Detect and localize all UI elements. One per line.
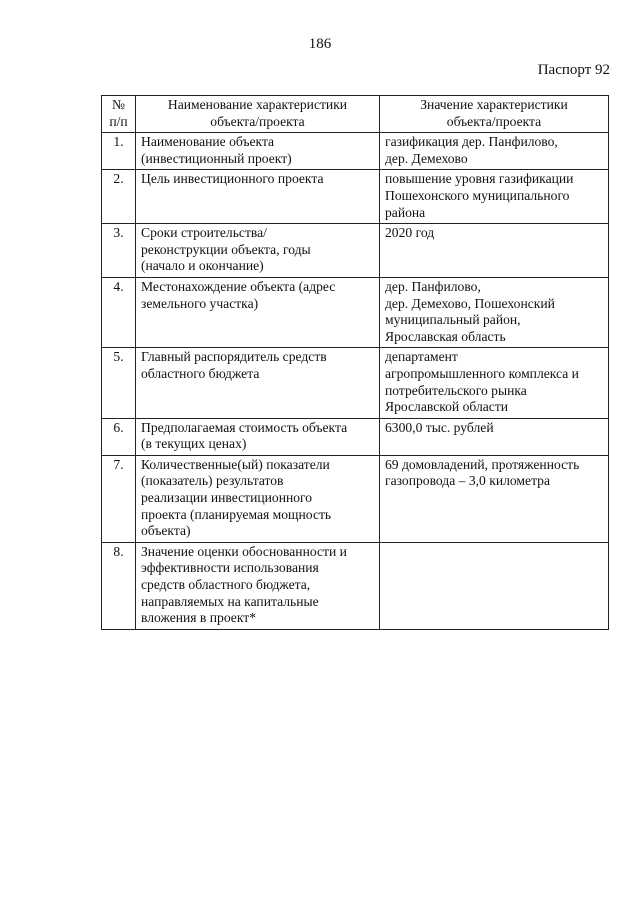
row-value: 2020 год bbox=[380, 224, 609, 278]
passport-title: Паспорт 92 bbox=[537, 62, 610, 78]
row-number: 3. bbox=[102, 224, 136, 278]
table-row bbox=[102, 170, 609, 224]
row-value: дер. Панфилово, дер. Демехово, Пошехонский муниципальный район, Ярославская область bbox=[380, 277, 609, 347]
row-number: 8. bbox=[102, 542, 136, 629]
table-header-row bbox=[102, 96, 609, 133]
page-number: 186 bbox=[308, 36, 332, 52]
row-value: газификация дер. Панфилово, дер. Демехово bbox=[380, 133, 609, 170]
row-value: департамент агропромышленного комплекса и потребительского рынка Ярославской области bbox=[380, 348, 609, 418]
row-value: 69 домовладений, протяженность газопровода – 3,0 километра bbox=[380, 455, 609, 542]
row-value: повышение уровня газификации Пошехонского муниципального района bbox=[380, 170, 609, 224]
table-row bbox=[102, 348, 609, 418]
table-row bbox=[102, 277, 609, 347]
row-characteristic: Местонахождение объекта (адрес земельного участка) bbox=[136, 277, 380, 347]
row-characteristic: Главный распорядитель средств областного бюджета bbox=[136, 348, 380, 418]
row-number: 6. bbox=[102, 418, 136, 455]
row-number: 7. bbox=[102, 455, 136, 542]
row-characteristic: Предполагаемая стоимость объекта (в текущих ценах) bbox=[136, 418, 380, 455]
row-characteristic: Количественные(ый) показатели (показатель) результатов реализации инвестиционного проекта (планируемая мощность объекта) bbox=[136, 455, 380, 542]
table-row bbox=[102, 224, 609, 278]
header-name: Наименование характеристики объекта/проекта bbox=[136, 96, 380, 133]
row-characteristic: Цель инвестиционного проекта bbox=[136, 170, 380, 224]
header-num: № п/п bbox=[102, 96, 136, 133]
table-row bbox=[102, 455, 609, 542]
row-number: 5. bbox=[102, 348, 136, 418]
table-row bbox=[102, 418, 609, 455]
table-row bbox=[102, 133, 609, 170]
row-value: 6300,0 тыс. рублей bbox=[380, 418, 609, 455]
row-value bbox=[380, 542, 609, 629]
row-number: 4. bbox=[102, 277, 136, 347]
row-characteristic: Наименование объекта (инвестиционный проект) bbox=[136, 133, 380, 170]
row-number: 1. bbox=[102, 133, 136, 170]
header-value: Значение характеристики объекта/проекта bbox=[380, 96, 609, 133]
table-row bbox=[102, 542, 609, 629]
row-characteristic: Сроки строительства/ реконструкции объекта, годы (начало и окончание) bbox=[136, 224, 380, 278]
passport-table bbox=[101, 95, 609, 630]
row-number: 2. bbox=[102, 170, 136, 224]
row-characteristic: Значение оценки обоснованности и эффективности использования средств областного бюджета, направляемых на капитальные вложения в проект* bbox=[136, 542, 380, 629]
